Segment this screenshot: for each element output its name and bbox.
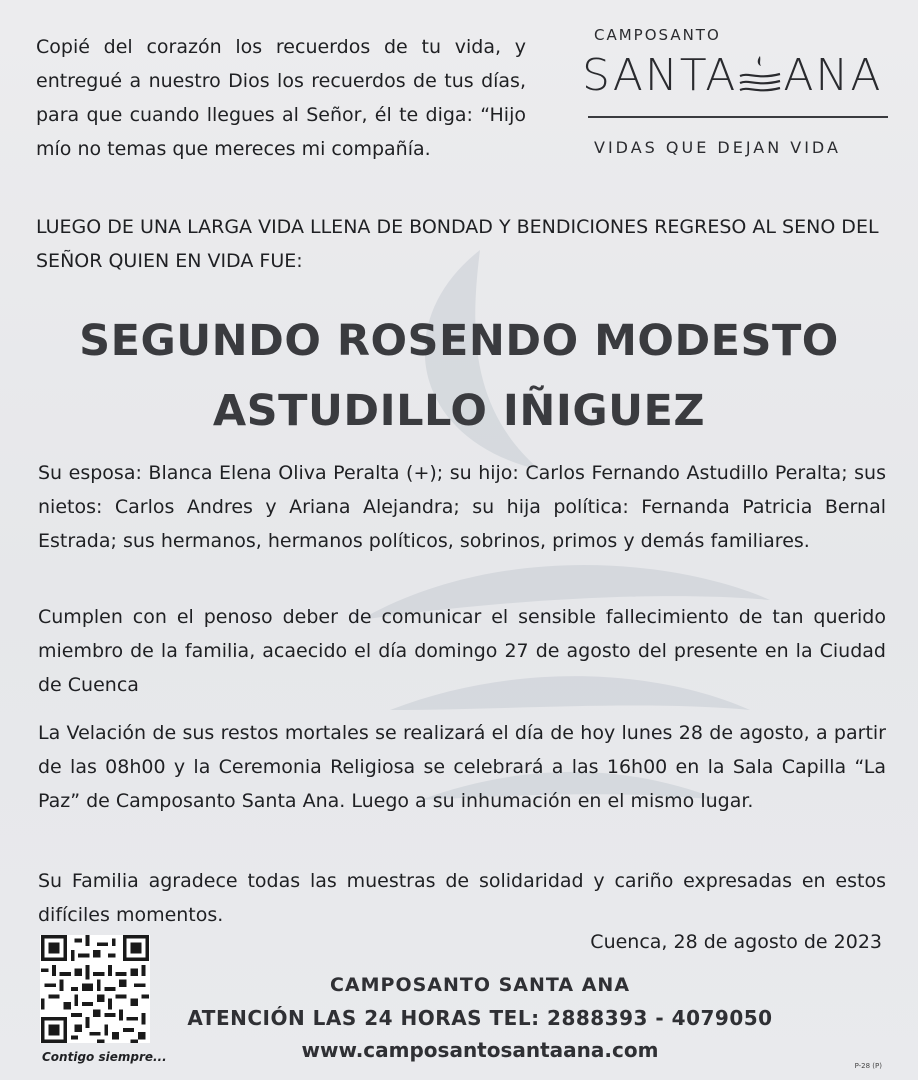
family-paragraph: Su esposa: Blanca Elena Oliva Peralta (+); su hijo: Carlos Fernando Astudillo Peralta; sus nietos: Carlos Andres y Ariana Alejandra; su hija política: Fernanda Patricia Bernal Estrada; sus hermanos, hermanos políticos, sobrinos, primos y demás familiares. [38, 462, 886, 552]
flame-wave-icon [737, 54, 783, 98]
logo-name-left: SANTA [582, 50, 738, 101]
qr-caption: Contigo siempre... [42, 1050, 167, 1064]
footer-phone: ATENCIÓN LAS 24 HORAS TEL: 2888393 - 4079050 [187, 1006, 773, 1030]
footer-company-name: CAMPOSANTO SANTA ANA [329, 974, 631, 996]
print-code: P-28 (P) [854, 1062, 882, 1070]
footer-website-link[interactable]: www.camposantosantaana.com [301, 1038, 659, 1062]
logo-name-right: ANA [783, 50, 883, 101]
logo-divider [588, 116, 888, 118]
announcement-paragraph: Cumplen con el penoso deber de comunicar el sensible fallecimiento de tan querido miembro de la familia, acaecido el día domingo 27 de agosto del presente en la Ciudad de Cuenca [38, 606, 886, 696]
deceased-name-line2: ASTUDILLO IÑIGUEZ [212, 386, 706, 436]
thanks-paragraph: Su Familia agradece todas las muestras de solidaridad y cariño expresadas en estos difíciles momentos. [38, 870, 886, 926]
ceremony-paragraph: La Velación de sus restos mortales se realizará el día de hoy lunes 28 de agosto, a partir de las 08h00 y la Ceremonia Religiosa se celebrará a las 16h00 en la Sala Capilla “La Paz” de Camposanto Santa Ana. Luego a su inhumación en el mismo lugar. [38, 722, 886, 812]
poem-text: Copié del corazón los recuerdos de tu vida, y entregué a nuestro Dios los recuerdos de tus días, para que cuando llegues al Señor, él te diga: “Hijo mío no temas que mereces mi compañía. [36, 36, 526, 160]
qr-code-icon [40, 935, 150, 1043]
logo-name [582, 50, 882, 101]
intro-text: LUEGO DE UNA LARGA VIDA LLENA DE BONDAD Y BENDICIONES REGRESO AL SENO DEL SEÑOR QUIEN EN VIDA FUE: [36, 216, 879, 272]
deceased-name-line1: SEGUNDO ROSENDO MODESTO [79, 316, 839, 366]
logo-slogan: VIDAS QUE DEJAN VIDA [594, 138, 841, 157]
camposanto-logo [582, 20, 892, 170]
date-line: Cuenca, 28 de agosto de 2023 [590, 931, 882, 953]
logo-top-text: CAMPOSANTO [594, 26, 721, 44]
deceased-name [0, 306, 918, 446]
